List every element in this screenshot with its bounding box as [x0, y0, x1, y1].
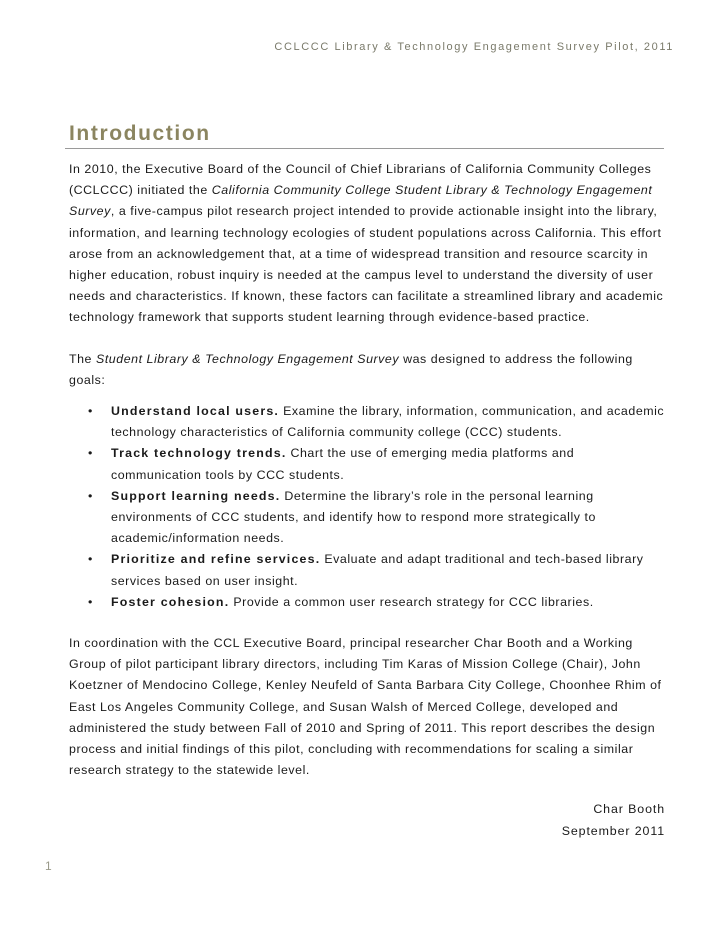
page-number: 1: [45, 859, 52, 873]
goal-text: Chart the use of emerging media platforms and communication tools by CCC students.: [111, 446, 575, 482]
goal-heading: Understand local users.: [111, 404, 280, 419]
bullet-icon: •: [88, 404, 93, 419]
para1-text-b: , a five-campus pilot research project intended to provide actionable insight into the library, information, and learning technology ecologies of student populations across California. This effort arose from an acknowledgement that, at a time of widespread transition and resource scarcity in higher education, robust inquiry is needed at the campus level to understand the diversity of user needs and characteristics. If known, these factors can facilitate a streamlined library and academic technology framework that supports student learning through evidence-based practice.: [69, 204, 664, 325]
bullet-icon: •: [88, 488, 93, 503]
intro-paragraph-2: [69, 349, 665, 391]
list-item: [69, 443, 665, 485]
author-name: Char Booth: [593, 802, 665, 817]
title-rule: [65, 148, 664, 149]
goal-heading: Foster cohesion.: [111, 594, 230, 609]
goal-text: Examine the library, information, communication, and academic technology characteristics of California community college (CCC) students.: [111, 404, 665, 440]
survey-title-italic: California Community College Student Library & Technology Engagement Survey: [69, 183, 653, 219]
goal-heading: Track technology trends.: [111, 446, 287, 461]
list-item: [69, 592, 665, 613]
para1-text-a: In 2010, the Executive Board of the Council of Chief Librarians of California Community Colleges (CCLCCC) initiated the: [69, 162, 652, 198]
section-title: Introduction: [69, 122, 211, 145]
goals-list: [69, 401, 665, 613]
goal-text: Determine the library’s role in the personal learning environments of CCC students, and identify how to respond more strategically to academic/information needs.: [111, 488, 596, 546]
goal-text: Provide a common user research strategy for CCC libraries.: [229, 594, 594, 609]
para2-text-a: The: [69, 351, 96, 366]
running-header: CCLCCC Library & Technology Engagement Survey Pilot, 2011: [274, 41, 674, 53]
list-item: [69, 486, 665, 550]
para2-text-b: was designed to address the following goals:: [69, 351, 633, 387]
bullet-icon: •: [88, 552, 93, 567]
goal-heading: Prioritize and refine services.: [111, 552, 321, 567]
survey-name-italic: Student Library & Technology Engagement Survey: [96, 351, 400, 366]
signature-block: [69, 799, 665, 841]
intro-paragraph-3: In coordination with the CCL Executive Board, principal researcher Char Booth and a Working Group of pilot participant library directors, including Tim Karas of Mission College (Chair), John Koetzner of Mendocino College, Kenley Neufeld of Santa Barbara City College, Choonhee Rhim of East Los Angeles Community College, and Susan Walsh of Merced College, developed and administered the study between Fall of 2010 and Spring of 2011. This report describes the design process and initial findings of this pilot, concluding with recommendations for scaling a similar research strategy to the statewide level.: [69, 636, 662, 778]
bullet-icon: •: [88, 594, 93, 609]
list-item: [69, 549, 665, 591]
bullet-icon: •: [88, 446, 93, 461]
body-text: [69, 159, 665, 842]
intro-paragraph-1: [69, 159, 665, 329]
goal-heading: Support learning needs.: [111, 488, 281, 503]
signature-date: September 2011: [561, 823, 665, 838]
goal-text: Evaluate and adapt traditional and tech-based library services based on user insight.: [111, 552, 644, 588]
list-item: [69, 401, 665, 443]
